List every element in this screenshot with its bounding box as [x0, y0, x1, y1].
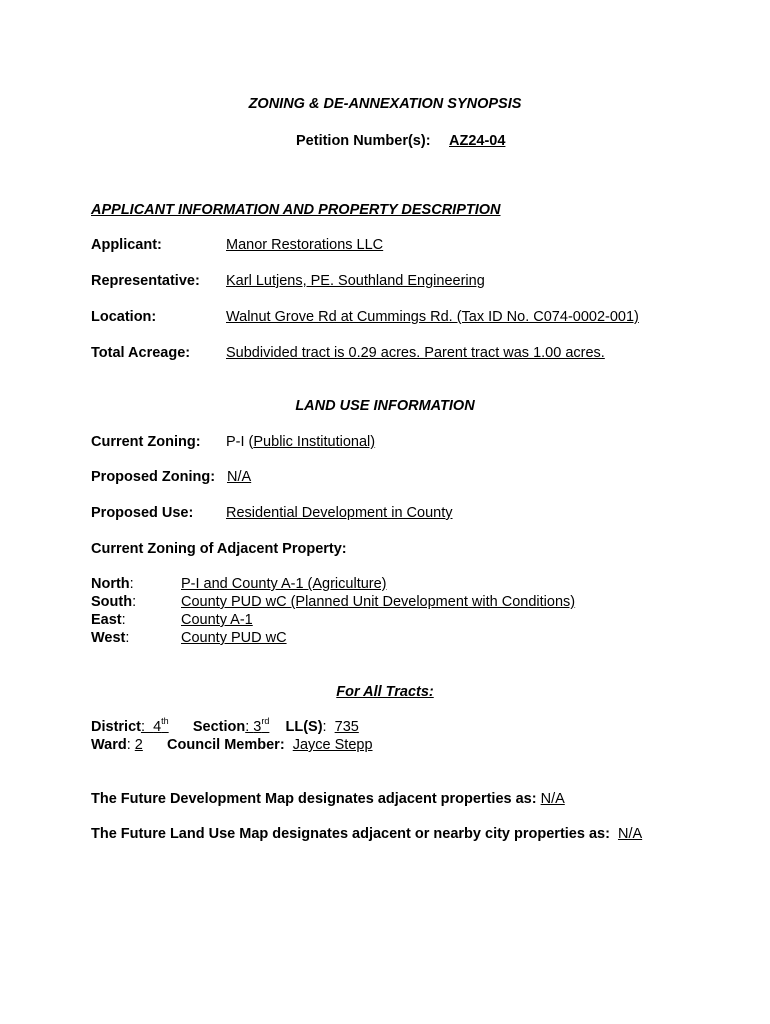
ward-label: Ward: [91, 737, 127, 753]
ward-value: 2: [134, 737, 143, 753]
west-label-text: West: [91, 630, 126, 646]
applicant-value: Manor Restorations LLC: [226, 237, 384, 253]
council-value: Jayce Stepp: [292, 737, 373, 753]
applicant-label: Applicant:: [91, 237, 162, 253]
proposed-use-value: Residential Development in County: [226, 505, 453, 521]
representative-label: Representative:: [91, 273, 200, 289]
proposed-zoning-value: N/A: [227, 469, 252, 485]
section-label: Section: [192, 719, 246, 735]
adjacent-north-value: P-I and County A-1 (Agriculture): [181, 576, 387, 592]
future-development-line: [91, 790, 565, 808]
section-value: 3: [253, 719, 262, 735]
adjacent-east-value: County A-1: [181, 612, 253, 628]
ll-value: 735: [334, 719, 359, 735]
section-sup: rd: [261, 716, 270, 727]
district-value: 4: [153, 719, 162, 735]
acreage-value: Subdivided tract is 0.29 acres. Parent tract was 1.00 acres.: [226, 345, 605, 361]
adjacent-west-value: County PUD wC: [181, 630, 287, 646]
land-use-heading: LAND USE INFORMATION: [295, 398, 475, 414]
district-label: District: [91, 719, 141, 735]
petition-label: Petition Number(s):: [296, 133, 431, 149]
applicant-section-heading: APPLICANT INFORMATION AND PROPERTY DESCRIPTION: [91, 202, 501, 218]
current-zoning-text: Public Institutional): [253, 434, 376, 450]
future-development-value: N/A: [540, 791, 565, 807]
adjacent-zoning-heading: Current Zoning of Adjacent Property:: [91, 541, 347, 557]
future-land-use-text: The Future Land Use Map designates adjacent or nearby city properties as:: [91, 826, 610, 842]
tracts-heading: For All Tracts:: [336, 684, 434, 700]
ll-label: LL(S): [285, 719, 323, 735]
adjacent-west-label: West:: [91, 630, 130, 646]
east-label-text: East: [91, 612, 122, 628]
future-land-use-line: [91, 825, 642, 843]
representative-value: Karl Lutjens, PE. Southland Engineering: [226, 273, 485, 289]
council-label: Council Member:: [167, 737, 285, 753]
ward-council-line: Ward: 2 Council Member: Jayce Stepp: [91, 737, 373, 753]
south-label-text: South: [91, 594, 133, 610]
location-label: Location:: [91, 309, 157, 325]
petition-number: AZ24-04: [449, 133, 506, 149]
adjacent-south-value: County PUD wC (Planned Unit Development with Conditions): [181, 594, 576, 610]
acreage-label: Total Acreage:: [91, 345, 191, 361]
current-zoning-label: Current Zoning:: [91, 434, 201, 450]
location-value: Walnut Grove Rd at Cummings Rd. (Tax ID No. C074-0002-001): [226, 309, 639, 325]
current-zoning-value: [226, 433, 375, 451]
current-zoning-prefix: P-I (: [226, 434, 254, 450]
north-label-text: North: [91, 576, 130, 592]
future-development-text: The Future Development Map designates adjacent properties as:: [91, 791, 537, 807]
document-title: ZONING & DE-ANNEXATION SYNOPSIS: [248, 96, 522, 112]
district-sup: th: [161, 716, 169, 727]
adjacent-north-label: North:: [91, 576, 134, 592]
proposed-zoning-label: Proposed Zoning:: [91, 469, 216, 485]
proposed-use-label: Proposed Use:: [91, 505, 194, 521]
future-land-use-value: N/A: [617, 826, 643, 842]
adjacent-east-label: East:: [91, 612, 126, 628]
district-section-line: District: 4th Section: 3rd LL(S): 735: [91, 716, 359, 735]
adjacent-south-label: South:: [91, 594, 137, 610]
